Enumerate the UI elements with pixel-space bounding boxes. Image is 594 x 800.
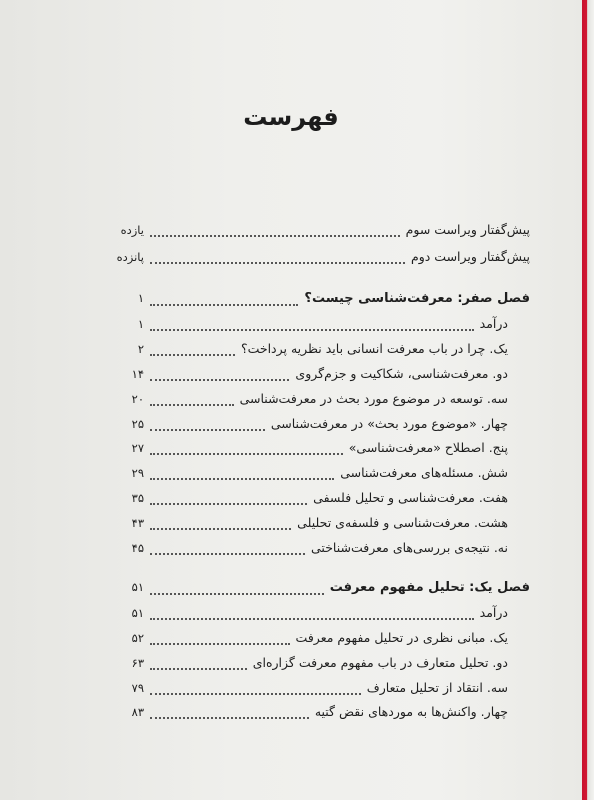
toc-entry: [88, 540, 530, 562]
toc-entry: [88, 222, 530, 244]
toc-entry: [88, 316, 530, 338]
leader-dots: [150, 528, 291, 530]
toc-entry-label: چهار. واکنش‌ها به موردهای نقض گتیه: [314, 704, 508, 719]
leader-dots: [150, 478, 334, 480]
toc-entry-page: ۶۳: [131, 656, 144, 670]
toc-entry: [88, 249, 530, 271]
toc-entry-page: ۲۷: [131, 441, 144, 455]
toc-entry-page: ۱: [137, 291, 144, 305]
toc-entry: [88, 630, 530, 652]
toc-entry: [88, 440, 530, 462]
toc-chapter-label: فصل یک: تحلیل مفهوم معرفت: [329, 580, 530, 595]
leader-dots: [150, 618, 474, 620]
toc-entry-label: پیش‌گفتار ویراست سوم: [405, 222, 530, 237]
toc-entry: [88, 490, 530, 512]
toc-entry-page: ۵۱: [131, 606, 144, 620]
toc-entry-page: ۱۴: [131, 367, 144, 381]
toc-entry-page: ۲۹: [131, 466, 144, 480]
toc-chapter: [88, 580, 530, 602]
leader-dots: [150, 693, 361, 695]
toc-entry-page: ۵۱: [131, 580, 144, 594]
leader-dots: [150, 593, 324, 595]
toc-entry-page: ۲: [137, 342, 144, 356]
toc-entry-label: دو. تحلیل متعارف در باب مفهوم معرفت گزاره‌ای: [252, 655, 508, 670]
toc-entry-label: چهار. «موضوع مورد بحث» در معرفت‌شناسی: [270, 416, 508, 431]
toc-entry: [88, 465, 530, 487]
toc-entry-label: دو. معرفت‌شناسی، شکاکیت و جزم‌گروی: [295, 366, 508, 381]
toc-entry-page: ۲۵: [131, 417, 144, 431]
toc-entry: [88, 680, 530, 702]
leader-dots: [150, 235, 400, 237]
toc-entry-page: ۷۹: [131, 681, 144, 695]
toc-entry: [88, 704, 530, 726]
toc-entry-label: هشت. معرفت‌شناسی و فلسفه‌ی تحلیلی: [297, 515, 508, 530]
toc-entry-label: یک. چرا در باب معرفت انسانی باید نظریه پرداخت؟: [240, 341, 508, 356]
toc-entry-label: سه. توسعه در موضوع مورد بحث در معرفت‌شناسی: [239, 391, 508, 406]
toc-chapter: [88, 291, 530, 313]
toc-entry-page: ۱: [137, 317, 144, 331]
toc-entry-page: ۳۵: [131, 491, 144, 505]
toc-entry-page: ۴۳: [131, 516, 144, 530]
toc-entry-page: ۲۰: [131, 392, 144, 406]
book-edge: [582, 0, 594, 800]
toc-entry: [88, 515, 530, 537]
toc-entry-page: ۸۳: [131, 705, 144, 719]
toc-entry-label: درآمد: [479, 316, 508, 331]
toc-entry: [88, 655, 530, 677]
toc-entry-page: یازده: [120, 223, 144, 237]
leader-dots: [150, 717, 309, 719]
leader-dots: [150, 668, 247, 670]
toc-chapter-label: فصل صفر: معرفت‌شناسی چیست؟: [304, 291, 530, 306]
toc-entry: [88, 416, 530, 438]
toc-entry: [88, 366, 530, 388]
leader-dots: [150, 453, 343, 455]
toc-entry-label: سه. انتقاد از تحلیل متعارف: [366, 680, 508, 695]
leader-dots: [150, 643, 290, 645]
toc-entry: [88, 341, 530, 363]
leader-dots: [150, 429, 265, 431]
toc-entry-page: پانزده: [116, 250, 144, 264]
toc-entry: [88, 391, 530, 413]
toc-entry-label: پنج. اصطلاح «معرفت‌شناسی»: [348, 440, 508, 455]
toc-entry-label: هفت. معرفت‌شناسی و تحلیل فلسفی: [313, 490, 508, 505]
leader-dots: [150, 304, 298, 306]
page-title: فهرست: [243, 103, 339, 131]
toc-entry-label: شش. مسئله‌های معرفت‌شناسی: [340, 465, 508, 480]
leader-dots: [150, 379, 289, 381]
toc-entry-page: ۴۵: [131, 541, 144, 555]
leader-dots: [150, 404, 234, 406]
leader-dots: [150, 553, 305, 555]
toc-entry-label: درآمد: [479, 605, 508, 620]
toc-entry-label: پیش‌گفتار ویراست دوم: [410, 249, 530, 264]
leader-dots: [150, 262, 405, 264]
leader-dots: [150, 354, 235, 356]
toc-entry: [88, 605, 530, 627]
toc-entry-label: نه. نتیجه‌ی بررسی‌های معرفت‌شناختی: [311, 540, 508, 555]
leader-dots: [150, 503, 307, 505]
toc-entry-label: یک. مبانی نظری در تحلیل مفهوم معرفت: [295, 630, 508, 645]
leader-dots: [150, 329, 474, 331]
toc-entry-page: ۵۲: [131, 631, 144, 645]
